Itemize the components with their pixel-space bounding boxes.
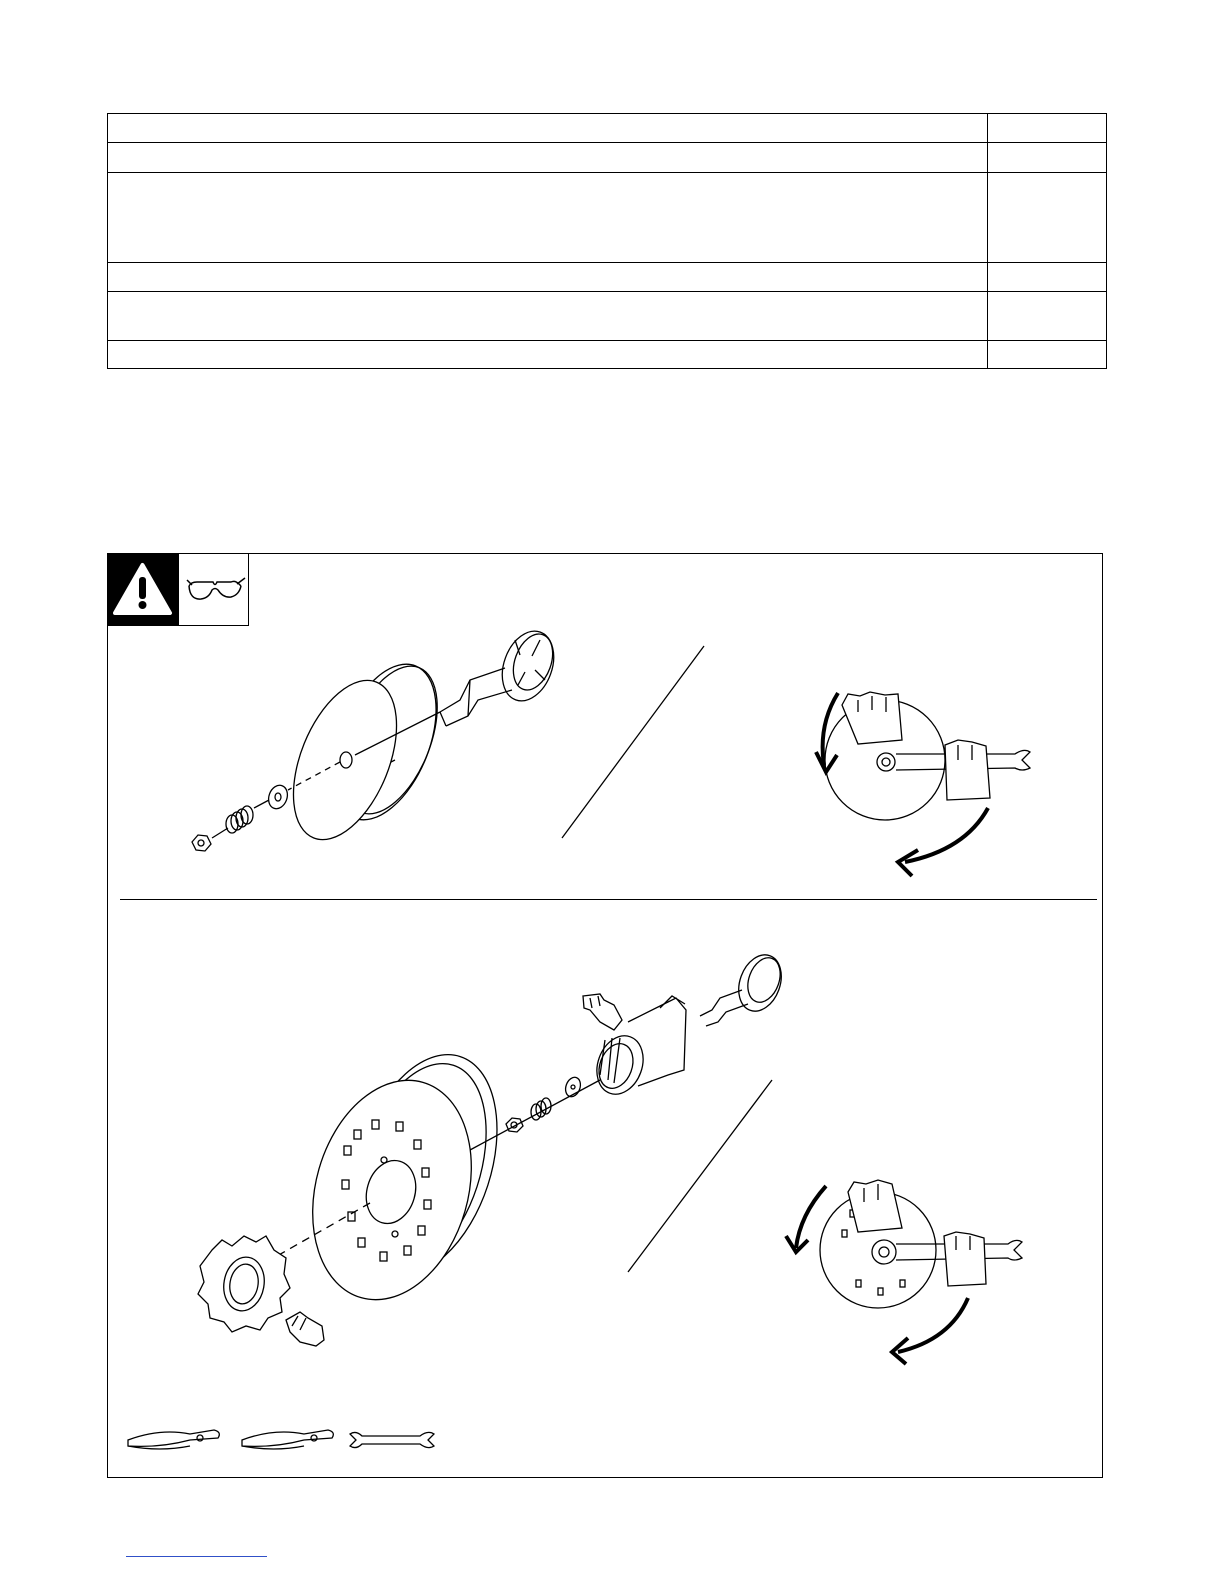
- hub-flange: [493, 624, 563, 708]
- pliers-icon: [128, 1430, 219, 1449]
- tension-spring: [226, 806, 253, 833]
- washer: [265, 783, 290, 812]
- separator-line-bottom: [628, 1080, 772, 1272]
- spindle-shaft: [440, 668, 512, 726]
- bottom-spool-assembly: [198, 949, 789, 1346]
- separator-line: [562, 646, 704, 838]
- wire-cutter-icon: [242, 1430, 333, 1449]
- hex-nut: [192, 835, 211, 851]
- wrench-icon: [350, 1432, 434, 1447]
- top-spool-assembly: [192, 624, 563, 854]
- spool-front-flange: [273, 666, 418, 855]
- footer-link-rule: [126, 1556, 267, 1557]
- large-spool-front-flange: [288, 1061, 496, 1318]
- top-wrench-detail: [816, 692, 1030, 876]
- hub-adapter: [628, 998, 686, 1086]
- retaining-knob: [198, 1236, 290, 1332]
- bottom-wrench-detail: [786, 1180, 1022, 1364]
